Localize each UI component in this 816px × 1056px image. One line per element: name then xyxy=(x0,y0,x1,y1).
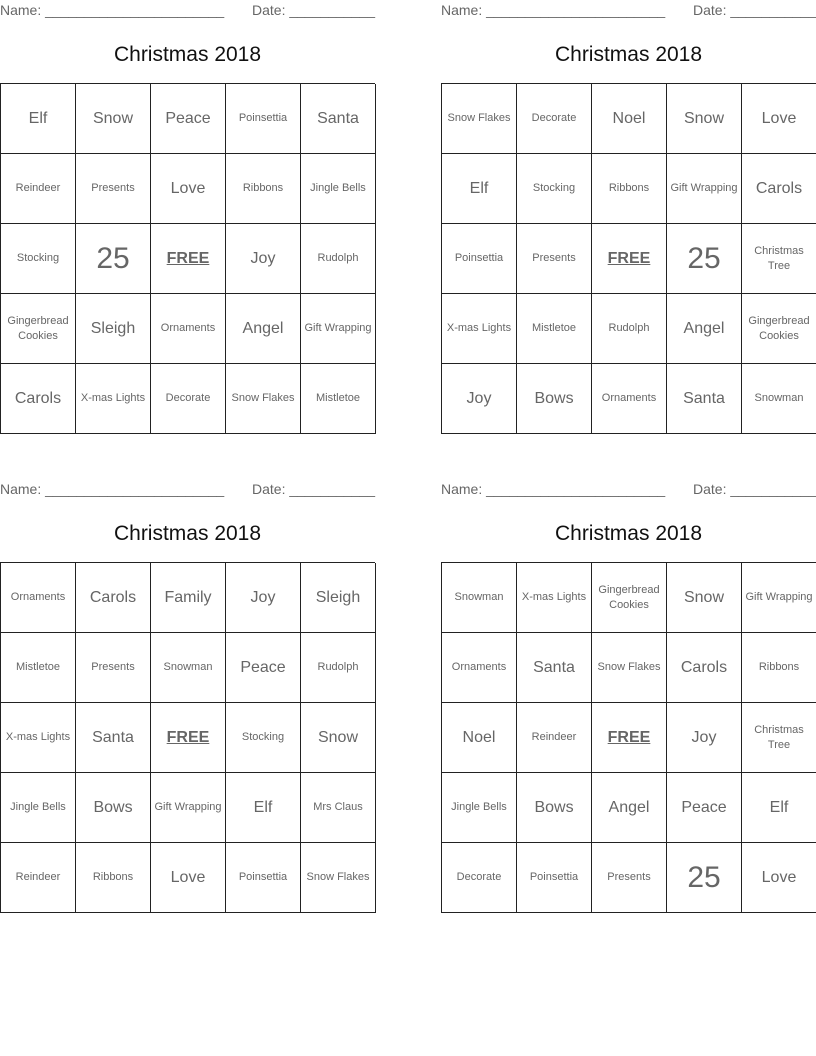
card-title: Christmas 2018 xyxy=(554,522,703,545)
bingo-cell: Snowman xyxy=(742,364,816,434)
bingo-cell: Jingle Bells xyxy=(301,154,376,224)
bingo-cell: Rudolph xyxy=(592,294,667,364)
name-date-row xyxy=(0,0,375,20)
bingo-cell: Reindeer xyxy=(517,703,592,773)
bingo-cell: Stocking xyxy=(1,224,76,294)
name-line: Name: _______________________ xyxy=(441,481,666,497)
bingo-cell: Ornaments xyxy=(151,294,226,364)
bingo-cell: Gingerbread Cookies xyxy=(1,294,76,364)
bingo-cell: Presents xyxy=(76,154,151,224)
bingo-cell: Santa xyxy=(517,633,592,703)
bingo-cell: Gift Wrapping xyxy=(742,563,816,633)
bingo-cell: Poinsettia xyxy=(226,843,301,913)
bingo-card-1 xyxy=(0,0,375,407)
bingo-cell: Mistletoe xyxy=(517,294,592,364)
bingo-cell: Rudolph xyxy=(301,633,376,703)
bingo-cell: Reindeer xyxy=(1,843,76,913)
bingo-cell: 25 xyxy=(667,843,742,913)
bingo-card-3 xyxy=(0,479,375,886)
bingo-cell: Family xyxy=(151,563,226,633)
free-space-cell: FREE xyxy=(592,224,667,294)
bingo-cell: Gift Wrapping xyxy=(151,773,226,843)
bingo-cell: Noel xyxy=(592,84,667,154)
bingo-cell: Angel xyxy=(226,294,301,364)
free-space-cell: FREE xyxy=(151,224,226,294)
bingo-cell: Ribbons xyxy=(76,843,151,913)
bingo-cell: Santa xyxy=(76,703,151,773)
bingo-cell: Snow Flakes xyxy=(592,633,667,703)
bingo-cell: Snowman xyxy=(151,633,226,703)
bingo-cell: Love xyxy=(742,84,816,154)
bingo-cell: Joy xyxy=(667,703,742,773)
bingo-cell: Poinsettia xyxy=(442,224,517,294)
bingo-cell: Decorate xyxy=(442,843,517,913)
bingo-cell: Peace xyxy=(226,633,301,703)
bingo-cell: Elf xyxy=(226,773,301,843)
free-space-cell: FREE xyxy=(151,703,226,773)
bingo-cell: Gift Wrapping xyxy=(301,294,376,364)
bingo-cell: Love xyxy=(151,154,226,224)
bingo-cell: Ornaments xyxy=(592,364,667,434)
bingo-cell: Stocking xyxy=(517,154,592,224)
bingo-cell: Love xyxy=(151,843,226,913)
bingo-cell: Snow xyxy=(667,563,742,633)
bingo-cell: Elf xyxy=(442,154,517,224)
bingo-cell: Joy xyxy=(226,224,301,294)
card-title: Christmas 2018 xyxy=(113,522,262,545)
bingo-cell: Mistletoe xyxy=(1,633,76,703)
bingo-cell: Santa xyxy=(301,84,376,154)
bingo-cell: Elf xyxy=(1,84,76,154)
bingo-cell: Angel xyxy=(667,294,742,364)
bingo-cell: Decorate xyxy=(517,84,592,154)
bingo-cell: Snow Flakes xyxy=(226,364,301,434)
bingo-cell: Snow xyxy=(76,84,151,154)
name-date-row xyxy=(441,0,816,20)
bingo-cell: Sleigh xyxy=(76,294,151,364)
bingo-grid xyxy=(0,562,375,913)
bingo-cell: X-mas Lights xyxy=(1,703,76,773)
name-line: Name: _______________________ xyxy=(0,2,225,18)
name-date-row xyxy=(441,479,816,499)
bingo-cell: Presents xyxy=(76,633,151,703)
date-line: Date: ___________ xyxy=(693,2,816,18)
bingo-cell: Bows xyxy=(517,364,592,434)
bingo-cell: Mistletoe xyxy=(301,364,376,434)
bingo-grid xyxy=(441,83,816,434)
bingo-cell: Rudolph xyxy=(301,224,376,294)
bingo-cell: Carols xyxy=(76,563,151,633)
bingo-cell: Snow xyxy=(667,84,742,154)
bingo-cell: X-mas Lights xyxy=(442,294,517,364)
bingo-cell: Snow xyxy=(301,703,376,773)
name-line: Name: _______________________ xyxy=(441,2,666,18)
name-line: Name: _______________________ xyxy=(0,481,225,497)
bingo-cell: Carols xyxy=(1,364,76,434)
bingo-cell: Carols xyxy=(742,154,816,224)
bingo-grid xyxy=(0,83,375,434)
bingo-cell: Ornaments xyxy=(442,633,517,703)
bingo-cell: Snowman xyxy=(442,563,517,633)
bingo-cell: Gingerbread Cookies xyxy=(592,563,667,633)
bingo-cell: Bows xyxy=(76,773,151,843)
date-line: Date: ___________ xyxy=(693,481,816,497)
bingo-cell: Bows xyxy=(517,773,592,843)
bingo-cell: Angel xyxy=(592,773,667,843)
bingo-card-4 xyxy=(441,479,816,894)
bingo-cell: Joy xyxy=(226,563,301,633)
bingo-cell: Jingle Bells xyxy=(1,773,76,843)
bingo-cell: Christmas Tree xyxy=(742,703,816,773)
bingo-card-2 xyxy=(441,0,816,407)
bingo-cell: 25 xyxy=(76,224,151,294)
bingo-cell: Gingerbread Cookies xyxy=(742,294,816,364)
bingo-cell: Christmas Tree xyxy=(742,224,816,294)
bingo-cell: Reindeer xyxy=(1,154,76,224)
bingo-cell: Presents xyxy=(517,224,592,294)
card-title: Christmas 2018 xyxy=(554,43,703,66)
bingo-cell: Santa xyxy=(667,364,742,434)
bingo-cell: Jingle Bells xyxy=(442,773,517,843)
card-title: Christmas 2018 xyxy=(113,43,262,66)
bingo-cell: Peace xyxy=(151,84,226,154)
bingo-cell: Poinsettia xyxy=(226,84,301,154)
date-line: Date: ___________ xyxy=(252,481,375,497)
bingo-cell: Presents xyxy=(592,843,667,913)
bingo-cell: Ribbons xyxy=(592,154,667,224)
bingo-grid xyxy=(441,562,816,913)
bingo-cell: Snow Flakes xyxy=(301,843,376,913)
name-date-row xyxy=(0,479,375,499)
bingo-cell: Ribbons xyxy=(742,633,816,703)
bingo-cell: Stocking xyxy=(226,703,301,773)
bingo-cell: Mrs Claus xyxy=(301,773,376,843)
bingo-cell: Love xyxy=(742,843,816,913)
bingo-cell: Ribbons xyxy=(226,154,301,224)
bingo-cell: 25 xyxy=(667,224,742,294)
bingo-cell: Sleigh xyxy=(301,563,376,633)
bingo-cell: Decorate xyxy=(151,364,226,434)
bingo-cell: Poinsettia xyxy=(517,843,592,913)
bingo-cell: Carols xyxy=(667,633,742,703)
bingo-cell: Elf xyxy=(742,773,816,843)
bingo-cell: Ornaments xyxy=(1,563,76,633)
bingo-cell: Noel xyxy=(442,703,517,773)
free-space-cell: FREE xyxy=(592,703,667,773)
bingo-cell: Gift Wrapping xyxy=(667,154,742,224)
bingo-cell: Joy xyxy=(442,364,517,434)
bingo-cell: Snow Flakes xyxy=(442,84,517,154)
bingo-cell: X-mas Lights xyxy=(76,364,151,434)
bingo-cell: X-mas Lights xyxy=(517,563,592,633)
date-line: Date: ___________ xyxy=(252,2,375,18)
bingo-cell: Peace xyxy=(667,773,742,843)
